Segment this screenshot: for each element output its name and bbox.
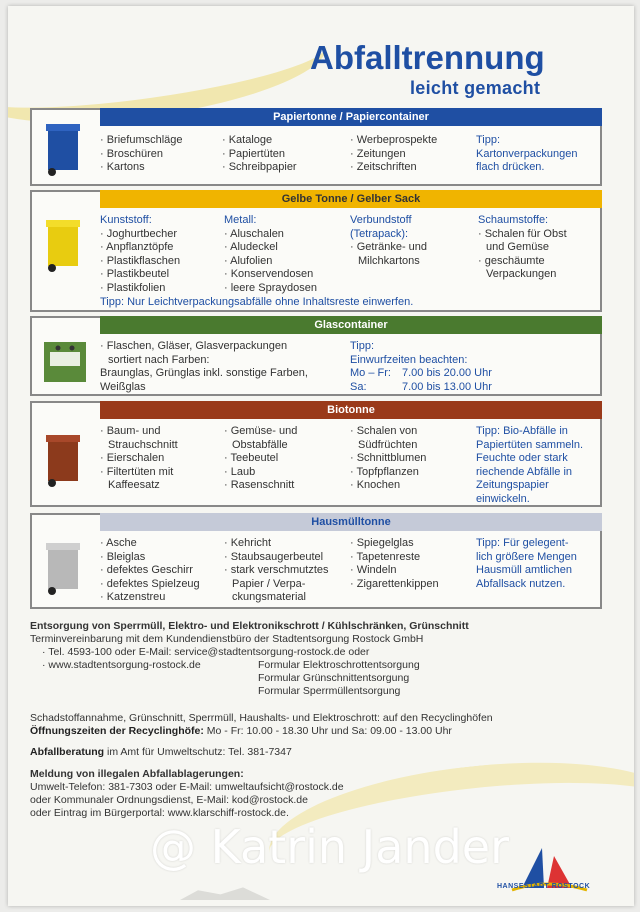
papier-tip: [476, 134, 578, 175]
bio-col-1: [100, 425, 178, 493]
glas-tip: [350, 340, 492, 394]
list-item: · Zeitschriften: [350, 161, 417, 173]
opening-hours-label: Öffnungszeiten der Recyclinghöfe:: [30, 725, 204, 737]
tip-line: Feuchte oder stark: [476, 452, 568, 464]
list-item: · Papiertüten: [222, 147, 285, 160]
list-item: · Aluschalen: [224, 227, 284, 240]
tip-line: Tipp: Bio-Abfälle in: [476, 425, 568, 437]
tip-line: Hausmüll amtlichen: [476, 564, 572, 576]
list-item: · Kartons: [100, 161, 145, 173]
list-item: · Baum- und: [100, 425, 161, 437]
list-item: · Asche: [100, 537, 137, 549]
list-item: · Kataloge: [222, 134, 273, 146]
time-day: Sa:: [350, 380, 367, 393]
beratung-value: im Amt für Umweltschutz: Tel. 381-7347: [104, 746, 292, 758]
tip-line: Kartonverpackungen: [476, 147, 578, 160]
list-item: · Windeln: [350, 564, 397, 576]
bio-tip: [476, 425, 583, 506]
list-item: · Gemüse- und: [224, 425, 298, 437]
gelb-tip: Tipp: Nur Leichtverpackungsabfälle ohne Inhaltsreste einwerfen.: [100, 296, 414, 308]
list-item: · Spiegelglas: [350, 537, 414, 549]
illegal-line: oder Kommunaler Ordnungsdienst, E-Mail: kod@rostock.de: [30, 794, 308, 806]
list-item: ckungsmaterial: [232, 591, 306, 603]
column-heading: Kunststoff:: [100, 214, 152, 226]
list-item: · Flaschen, Gläser, Glasverpackungen: [100, 340, 288, 352]
papier-col-1: [100, 134, 183, 175]
list-item: · Aludeckel: [224, 241, 278, 253]
papier-col-2: [222, 134, 297, 175]
gelb-col-4: [478, 214, 567, 282]
section-haus: [30, 513, 602, 609]
brown-bin-icon: [40, 429, 90, 489]
watermark: @ Katrin Jander: [150, 820, 509, 874]
column-heading: Schaumstoffe:: [478, 214, 549, 226]
form-links: [258, 659, 420, 698]
list-item: · Eierschalen: [100, 452, 165, 464]
list-item: · Plastikfolien: [100, 281, 166, 294]
list-item: · Zeitungen: [350, 147, 406, 160]
list-item: · Konservendosen: [224, 268, 314, 280]
illegal-line: oder Eintrag im Bürgerportal: www.klarschiff-rostock.de.: [30, 807, 289, 819]
list-item: · stark verschmutztes: [224, 564, 329, 576]
form-link[interactable]: Formular Grünschnittentsorgung: [258, 672, 410, 684]
list-item: · Schreibpapier: [222, 161, 297, 173]
web-forms-row: [30, 659, 610, 699]
list-item: · Schalen von: [350, 425, 418, 437]
list-item: · Laub: [224, 465, 256, 478]
sperrmuell-info: [30, 620, 610, 699]
list-item: · geschäumte: [478, 254, 545, 267]
list-item: · Anpflanztöpfe: [100, 241, 174, 253]
glas-col-1: [100, 340, 308, 394]
list-item: · Zigarettenkippen: [350, 577, 439, 590]
schadstoff-line: Schadstoffannahme, Grünschnitt, Sperrmüll, Haushalts- und Elektroschrott: auf den Recyclinghöfen: [30, 712, 493, 724]
list-item: · Werbeprospekte: [350, 134, 438, 146]
column-heading: (Tetrapack):: [350, 227, 409, 240]
haus-col-1: [100, 537, 200, 605]
tip-line: lich größere Mengen: [476, 550, 577, 563]
tip-line: Einwurfzeiten beachten:: [350, 353, 468, 366]
list-item: · Bleiglas: [100, 550, 146, 563]
list-item: · Briefumschläge: [100, 134, 183, 146]
website-link[interactable]: · www.stadtentsorgung-rostock.de: [42, 659, 201, 671]
list-item: · Broschüren: [100, 147, 163, 160]
list-item: Milchkartons: [358, 254, 420, 267]
papier-col-3: [350, 134, 437, 175]
sperrmuell-line: Terminvereinbarung mit dem Kundendienstbüro der Stadtentsorgung Rostock GmbH: [30, 633, 424, 645]
beratung-label: Abfallberatung: [30, 746, 105, 758]
section-bio: [30, 401, 602, 507]
tip-line: einwickeln.: [476, 492, 530, 505]
tip-line: Tipp:: [350, 340, 375, 352]
list-item: · Teebeutel: [224, 452, 279, 464]
list-item: · Filtertüten mit: [100, 465, 174, 478]
illegal-heading: Meldung von illegalen Abfallablagerungen:: [30, 768, 244, 780]
list-item: Kaffeesatz: [108, 479, 160, 491]
tip-line: Papiertüten sammeln.: [476, 438, 583, 451]
opening-hours-value: Mo - Fr: 10.00 - 18.30 Uhr und Sa: 09.00 - 13.00 Uhr: [203, 725, 452, 737]
list-item: Obstabfälle: [232, 438, 288, 451]
section-papier-title: Papiertonne / Papiercontainer: [100, 108, 602, 126]
list-item: Braunglas, Grünglas inkl. sonstige Farben,: [100, 367, 308, 379]
gelb-col-2: [224, 214, 317, 295]
list-item: · Schnittblumen: [350, 452, 427, 464]
list-item: und Gemüse: [486, 241, 549, 253]
form-link[interactable]: Formular Sperrmüllentsorgung: [258, 685, 401, 697]
recycling-info: [30, 712, 610, 738]
tip-line: Abfallsack nutzen.: [476, 577, 566, 590]
tip-line: Tipp: Für gelegent-: [476, 537, 569, 549]
time-value: 7.00 bis 20.00 Uhr: [402, 367, 492, 379]
tip-line: Tipp:: [476, 134, 501, 146]
tip-line: riechende Abfälle in: [476, 465, 573, 478]
section-gelb: [30, 190, 602, 312]
gelb-col-3: [350, 214, 427, 268]
section-haus-title: Hausmülltonne: [100, 513, 602, 531]
tip-line: Zeitungspapier: [476, 479, 549, 491]
section-bio-title: Biotonne: [100, 401, 602, 419]
list-item: · leere Spraydosen: [224, 281, 317, 294]
bio-col-2: [224, 425, 297, 493]
list-item: · Alufolien: [224, 254, 273, 267]
blue-bin-icon: [40, 118, 90, 178]
list-item: · Joghurtbecher: [100, 227, 178, 240]
list-item: Verpackungen: [486, 268, 557, 280]
time-row: [350, 367, 492, 381]
list-item: · Topfpflanzen: [350, 465, 419, 478]
column-heading: Verbundstoff: [350, 214, 412, 226]
beratung-info: [30, 746, 610, 759]
column-heading: Metall:: [224, 214, 257, 226]
time-day: Mo – Fr:: [350, 367, 391, 379]
list-item: · Tapetenreste: [350, 550, 421, 563]
list-item: · Kehricht: [224, 537, 272, 549]
time-value: 7.00 bis 13.00 Uhr: [402, 380, 492, 393]
bio-col-3: [350, 425, 426, 493]
illegal-line: Umwelt-Telefon: 381-7303 oder E-Mail: umweltaufsicht@rostock.de: [30, 781, 344, 793]
section-glas-title: Glascontainer: [100, 316, 602, 334]
list-item: · Plastikflaschen: [100, 254, 181, 267]
section-papier: [30, 108, 602, 186]
illegal-info: [30, 768, 610, 820]
list-item: · Knochen: [350, 479, 401, 491]
list-item: · Katzenstreu: [100, 591, 166, 603]
list-item: Papier / Verpa-: [232, 577, 306, 590]
glass-container-icon: [40, 332, 90, 392]
grey-bin-icon: [40, 537, 90, 597]
tip-line: flach drücken.: [476, 161, 545, 173]
page-title: Abfalltrennung: [310, 39, 545, 76]
list-item: · defektes Geschirr: [100, 564, 193, 576]
sperrmuell-heading: Entsorgung von Sperrmüll, Elektro- und Elektronikschrott / Kühlschränken, Grünschnitt: [30, 620, 469, 632]
list-item: · defektes Spielzeug: [100, 577, 200, 590]
gelb-col-1: [100, 214, 180, 295]
haus-col-2: [224, 537, 329, 605]
time-row: [350, 381, 492, 395]
form-link[interactable]: Formular Elektroschrottentsorgung: [258, 659, 420, 671]
page-subtitle: leicht gemacht: [410, 78, 541, 98]
list-item: · Getränke- und: [350, 241, 428, 253]
list-item: · Schalen für Obst: [478, 227, 567, 240]
list-item: Weißglas: [100, 380, 146, 393]
opening-hours: [30, 725, 610, 738]
logo-text: HANSESTADT ROSTOCK: [497, 883, 591, 890]
list-item: · Plastikbeutel: [100, 268, 170, 280]
list-item: Südfrüchten: [358, 438, 418, 451]
list-item: sortiert nach Farben:: [108, 353, 210, 366]
section-gelb-title: Gelbe Tonne / Gelber Sack: [100, 190, 602, 208]
list-item: · Staubsaugerbeutel: [224, 550, 324, 563]
contact-tel: · Tel. 4593-100 oder E-Mail: service@stadtentsorgung-rostock.de oder: [42, 646, 370, 658]
list-item: Strauchschnitt: [108, 438, 178, 451]
list-item: · Rasenschnitt: [224, 479, 295, 491]
haus-tip: [476, 537, 577, 591]
yellow-bin-icon: [40, 214, 90, 274]
haus-col-3: [350, 537, 439, 591]
section-glas: [30, 316, 602, 396]
